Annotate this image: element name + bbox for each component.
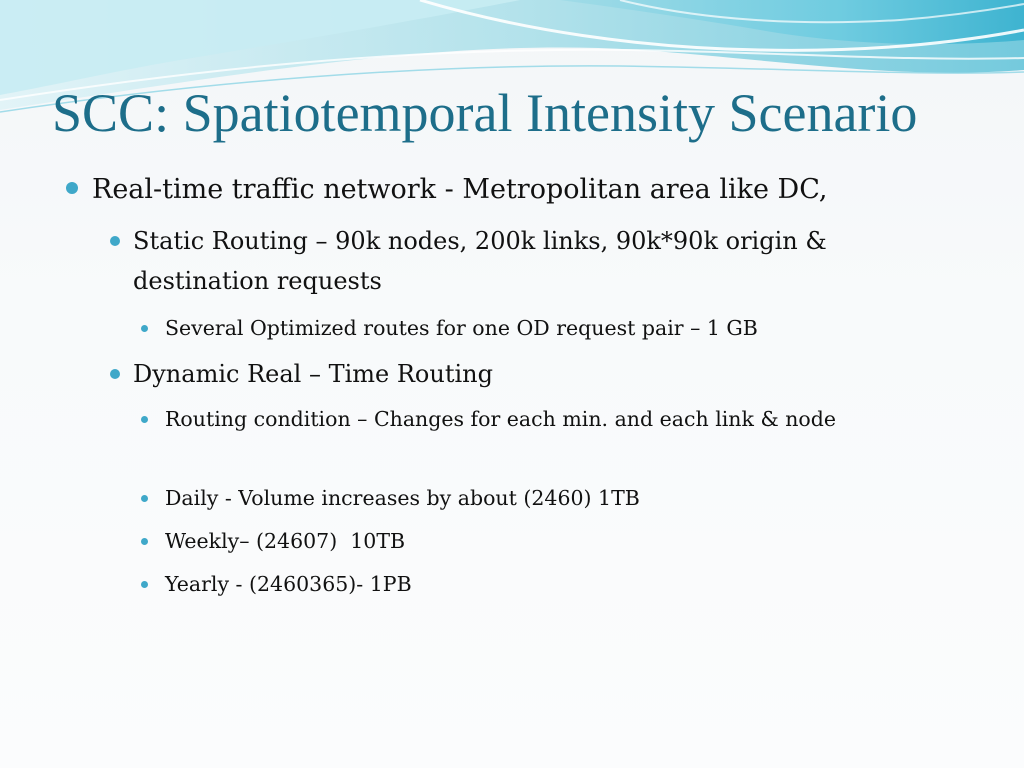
bullet-text: Dynamic Real – Time Routing — [133, 360, 493, 388]
bullet-item-level3 — [165, 566, 945, 602]
bullet-text: Real-time traffic network - Metropolitan area like DC, — [92, 174, 828, 205]
bullet-text: Static Routing – 90k nodes, 200k links, 90k*90k origin & destination requests — [133, 227, 835, 295]
bullet-dot-icon — [110, 369, 120, 379]
bullet-dot-icon — [141, 538, 148, 545]
bullet-item-level3 — [165, 523, 945, 559]
bullet-dot-icon — [141, 416, 148, 423]
bullet-text: Weekly– (24607) 10TB — [165, 529, 406, 553]
bullet-dot-icon — [66, 182, 78, 194]
bullet-dot-icon — [141, 581, 148, 588]
slide-title: SCC: Spatiotemporal Intensity Scenario — [52, 83, 918, 143]
bullet-text: Yearly - (2460365)- 1PB — [165, 572, 412, 596]
bullet-item-level3 — [165, 480, 945, 516]
bullet-dot-icon — [110, 236, 120, 246]
bullet-item-level1 — [92, 170, 972, 210]
bullet-text: Daily - Volume increases by about (2460) 1TB — [165, 486, 640, 510]
bullet-text: Routing condition – Changes for each min. and each link & node — [165, 407, 837, 431]
bullet-dot-icon — [141, 495, 148, 502]
bullet-item-level2 — [133, 221, 953, 301]
bullet-item-level2 — [133, 354, 953, 394]
bullet-dot-icon — [141, 325, 148, 332]
bullet-text: Several Optimized routes for one OD request pair – 1 GB — [165, 316, 758, 340]
bullet-item-level3 — [165, 310, 945, 346]
bullet-item-level3 — [165, 401, 945, 437]
